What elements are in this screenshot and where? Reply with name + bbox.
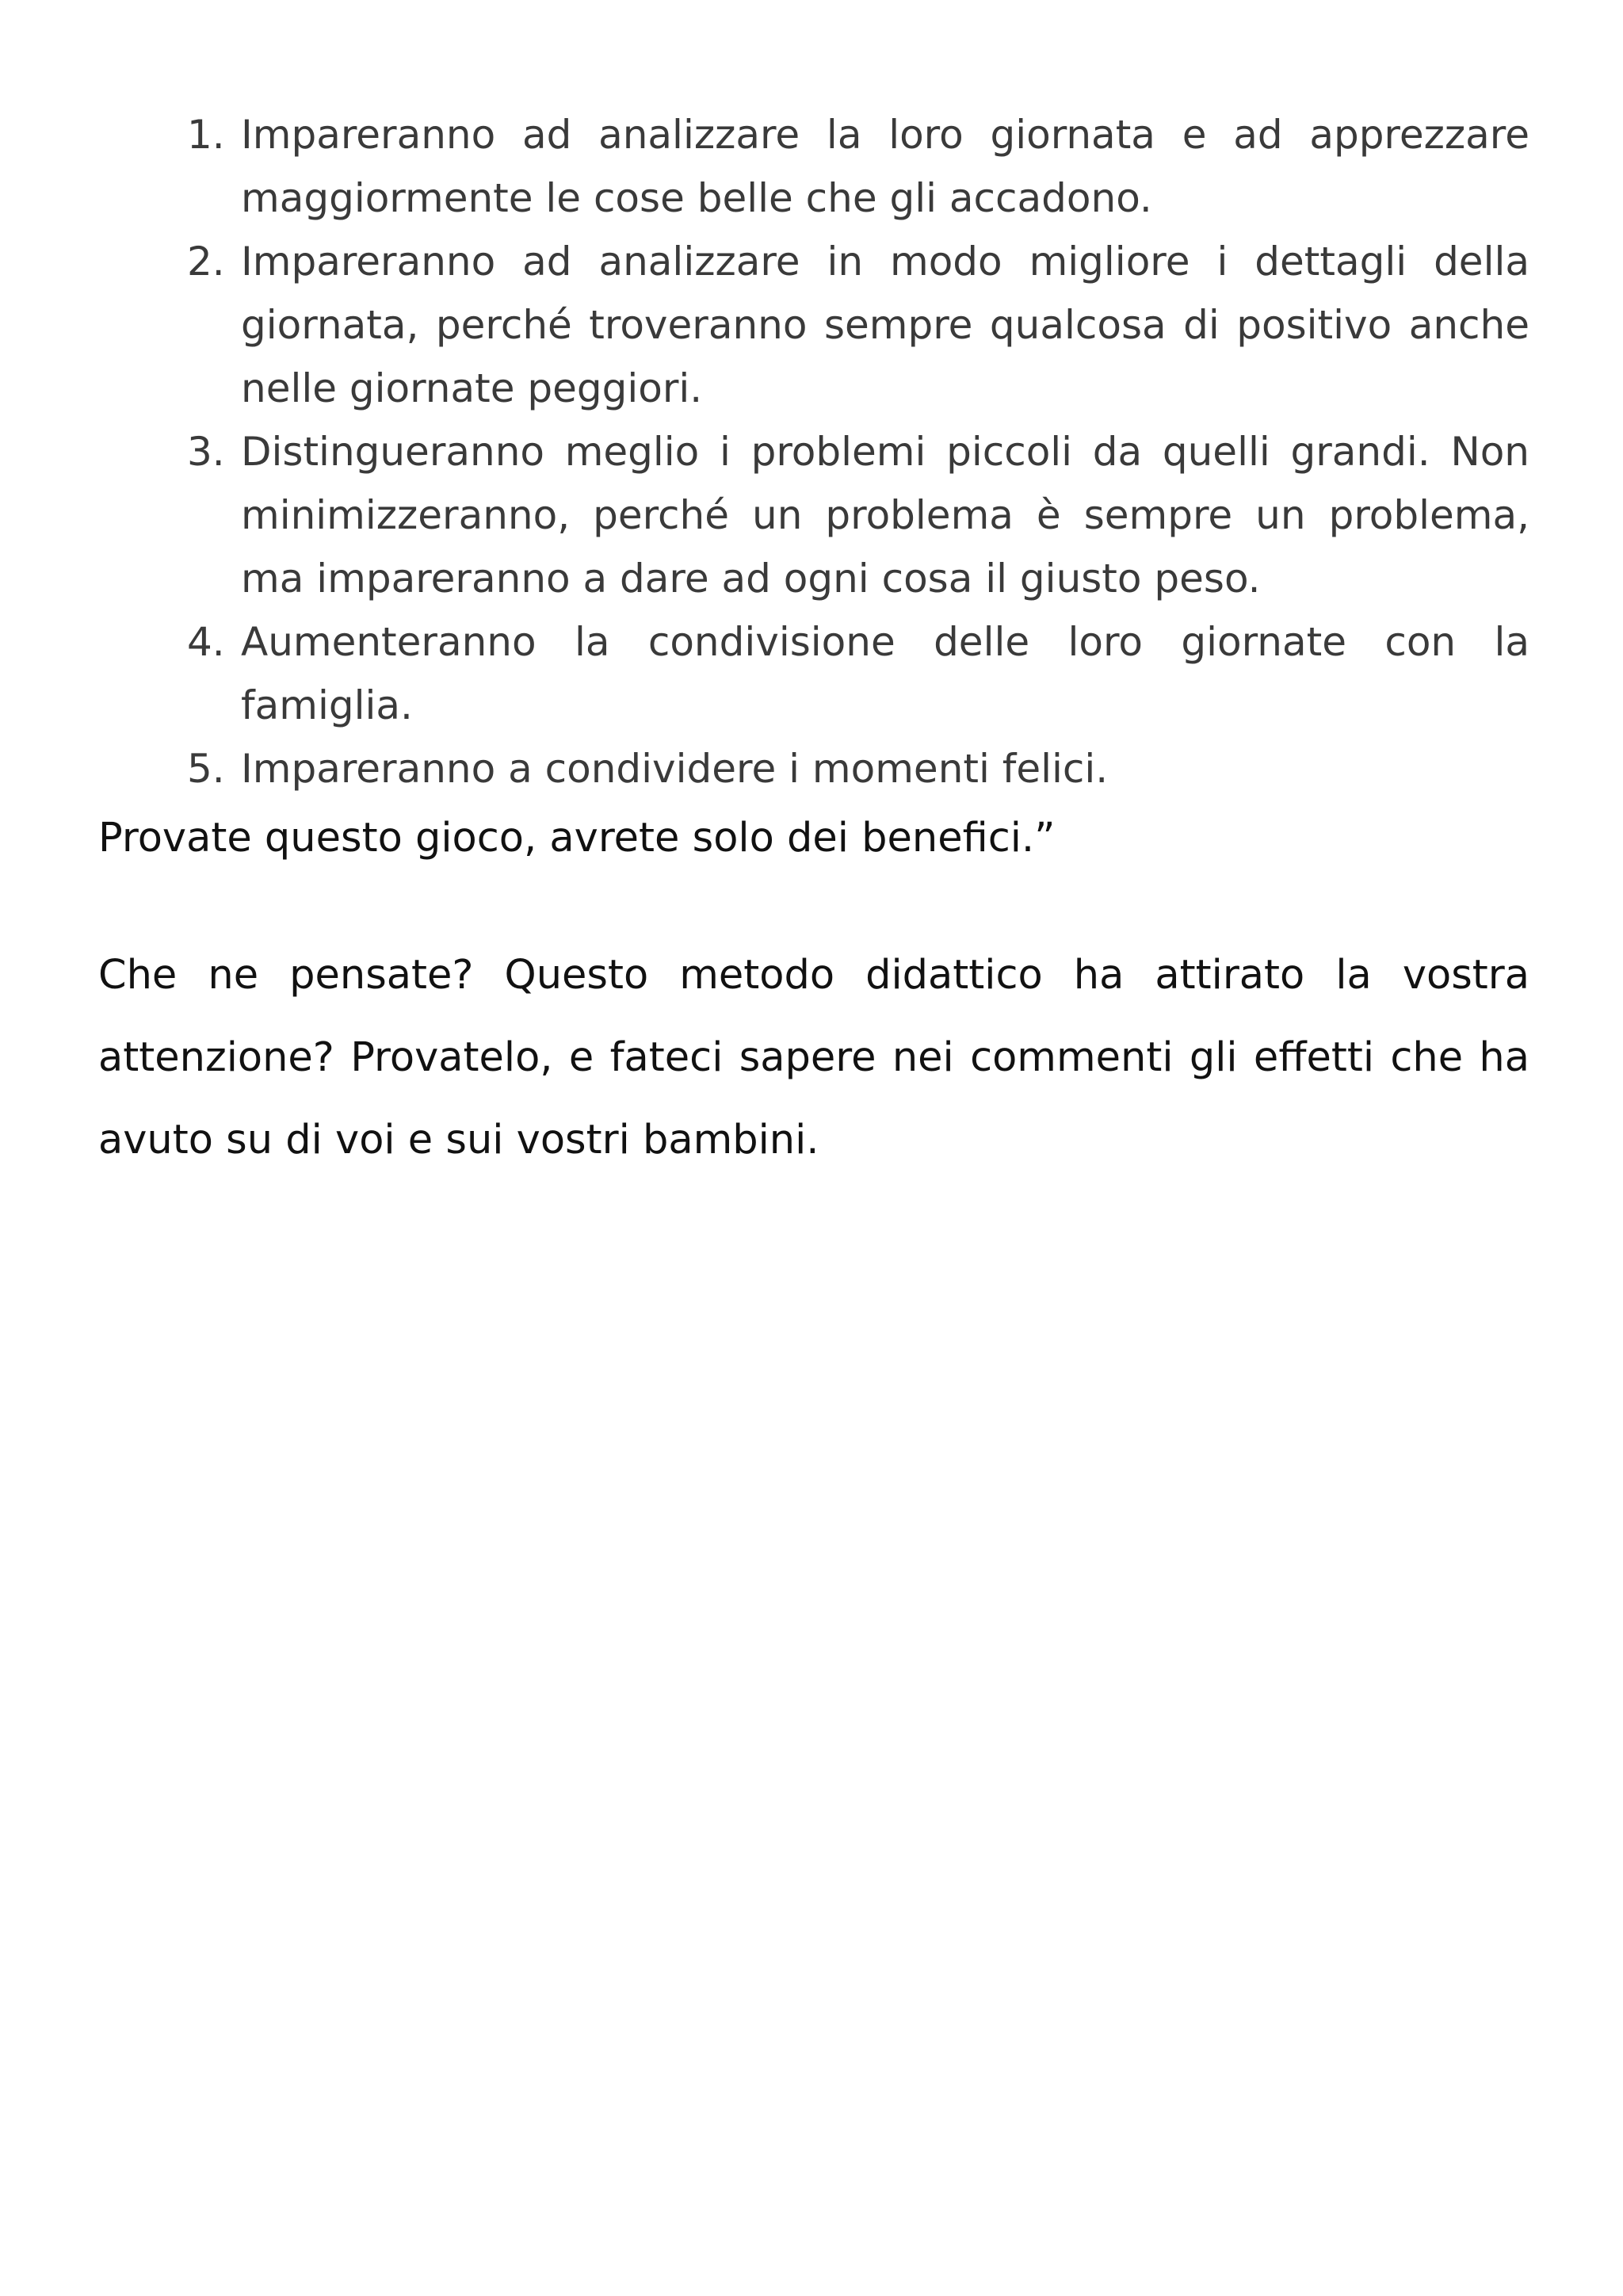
list-item-number: 4. xyxy=(187,619,225,665)
list-item xyxy=(98,610,1529,737)
list-item xyxy=(98,103,1529,230)
comment-paragraph: Che ne pensate? Questo metodo didattico ha attirato la vostra attenzione? Provatelo, e fateci sapere nei commenti gli effetti che ha avuto su di voi e sui vostri bambini. xyxy=(98,952,1529,1163)
list-item-text: Impareranno ad analizzare in modo migliore i dettagli della giornata, perché troveranno sempre qualcosa di positivo anche nelle giornate peggiori. xyxy=(241,239,1529,411)
list-item xyxy=(98,737,1529,800)
list-item-number: 5. xyxy=(187,746,225,792)
list-item-text: Aumenteranno la condivisione delle loro giornate con la famiglia. xyxy=(241,619,1529,728)
list-item-number: 3. xyxy=(187,429,225,475)
benefits-list xyxy=(98,103,1529,800)
list-item xyxy=(98,230,1529,420)
list-item-text: Impareranno a condividere i momenti felici. xyxy=(241,746,1109,792)
list-item xyxy=(98,420,1529,610)
list-item-number: 1. xyxy=(187,112,225,158)
page-content xyxy=(98,103,1529,1182)
closing-paragraph: Provate questo gioco, avrete solo dei benefici.” xyxy=(98,815,1056,861)
list-item-text: Distingueranno meglio i problemi piccoli da quelli grandi. Non minimizzeranno, perché un problema è sempre un problema, ma impareranno a dare ad ogni cosa il giusto peso. xyxy=(241,429,1529,602)
list-item-text: Impareranno ad analizzare la loro giornata e ad apprezzare maggiormente le cose belle che gli accadono. xyxy=(241,112,1529,221)
list-item-number: 2. xyxy=(187,239,225,285)
